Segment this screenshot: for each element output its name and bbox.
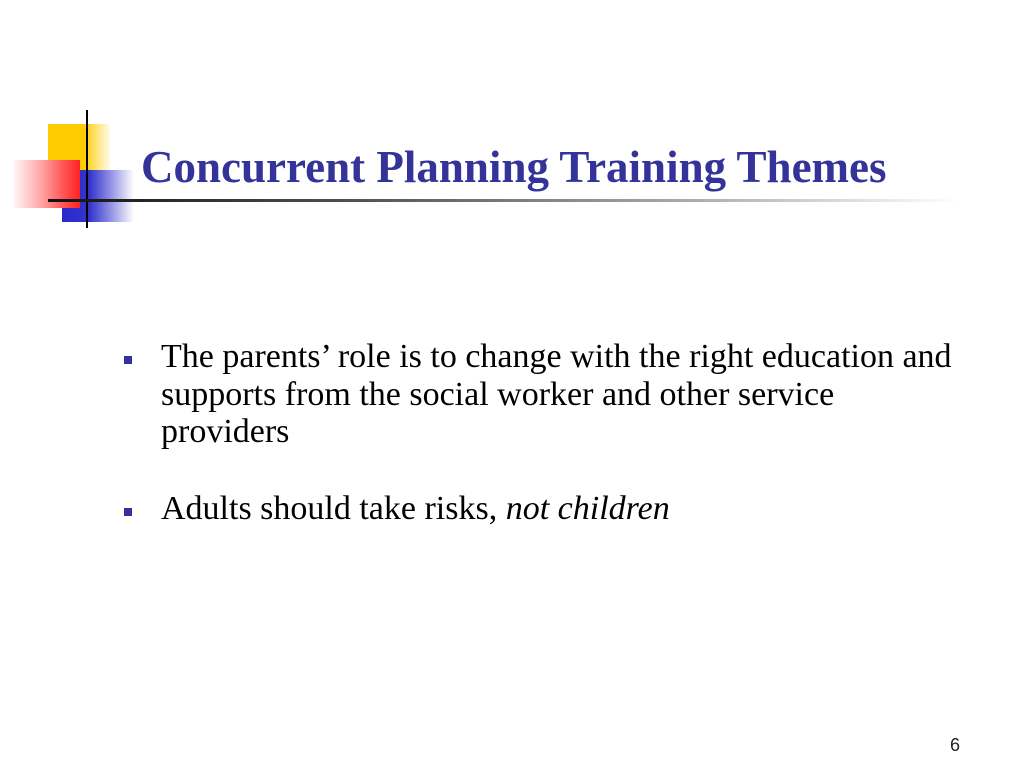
page-number: 6	[950, 735, 961, 755]
bullet-line: The parents’ role is to change with the right education and	[161, 338, 952, 375]
logo-vertical-line	[86, 110, 88, 228]
bullet-line: supports from the social worker and other service	[161, 375, 835, 413]
bullet-marker-icon	[124, 508, 132, 516]
bullet-item	[161, 490, 670, 528]
bullet-emphasis: not children	[505, 490, 670, 527]
title-underline-rule	[48, 199, 960, 202]
bullet-text: Adults should take risks,	[161, 490, 498, 527]
slide-title: Concurrent Planning Training Themes	[141, 142, 887, 192]
bullet-line: providers	[161, 413, 290, 450]
bullet-line	[161, 490, 670, 528]
bullet-item	[161, 338, 952, 451]
bullet-marker-icon	[124, 356, 132, 364]
